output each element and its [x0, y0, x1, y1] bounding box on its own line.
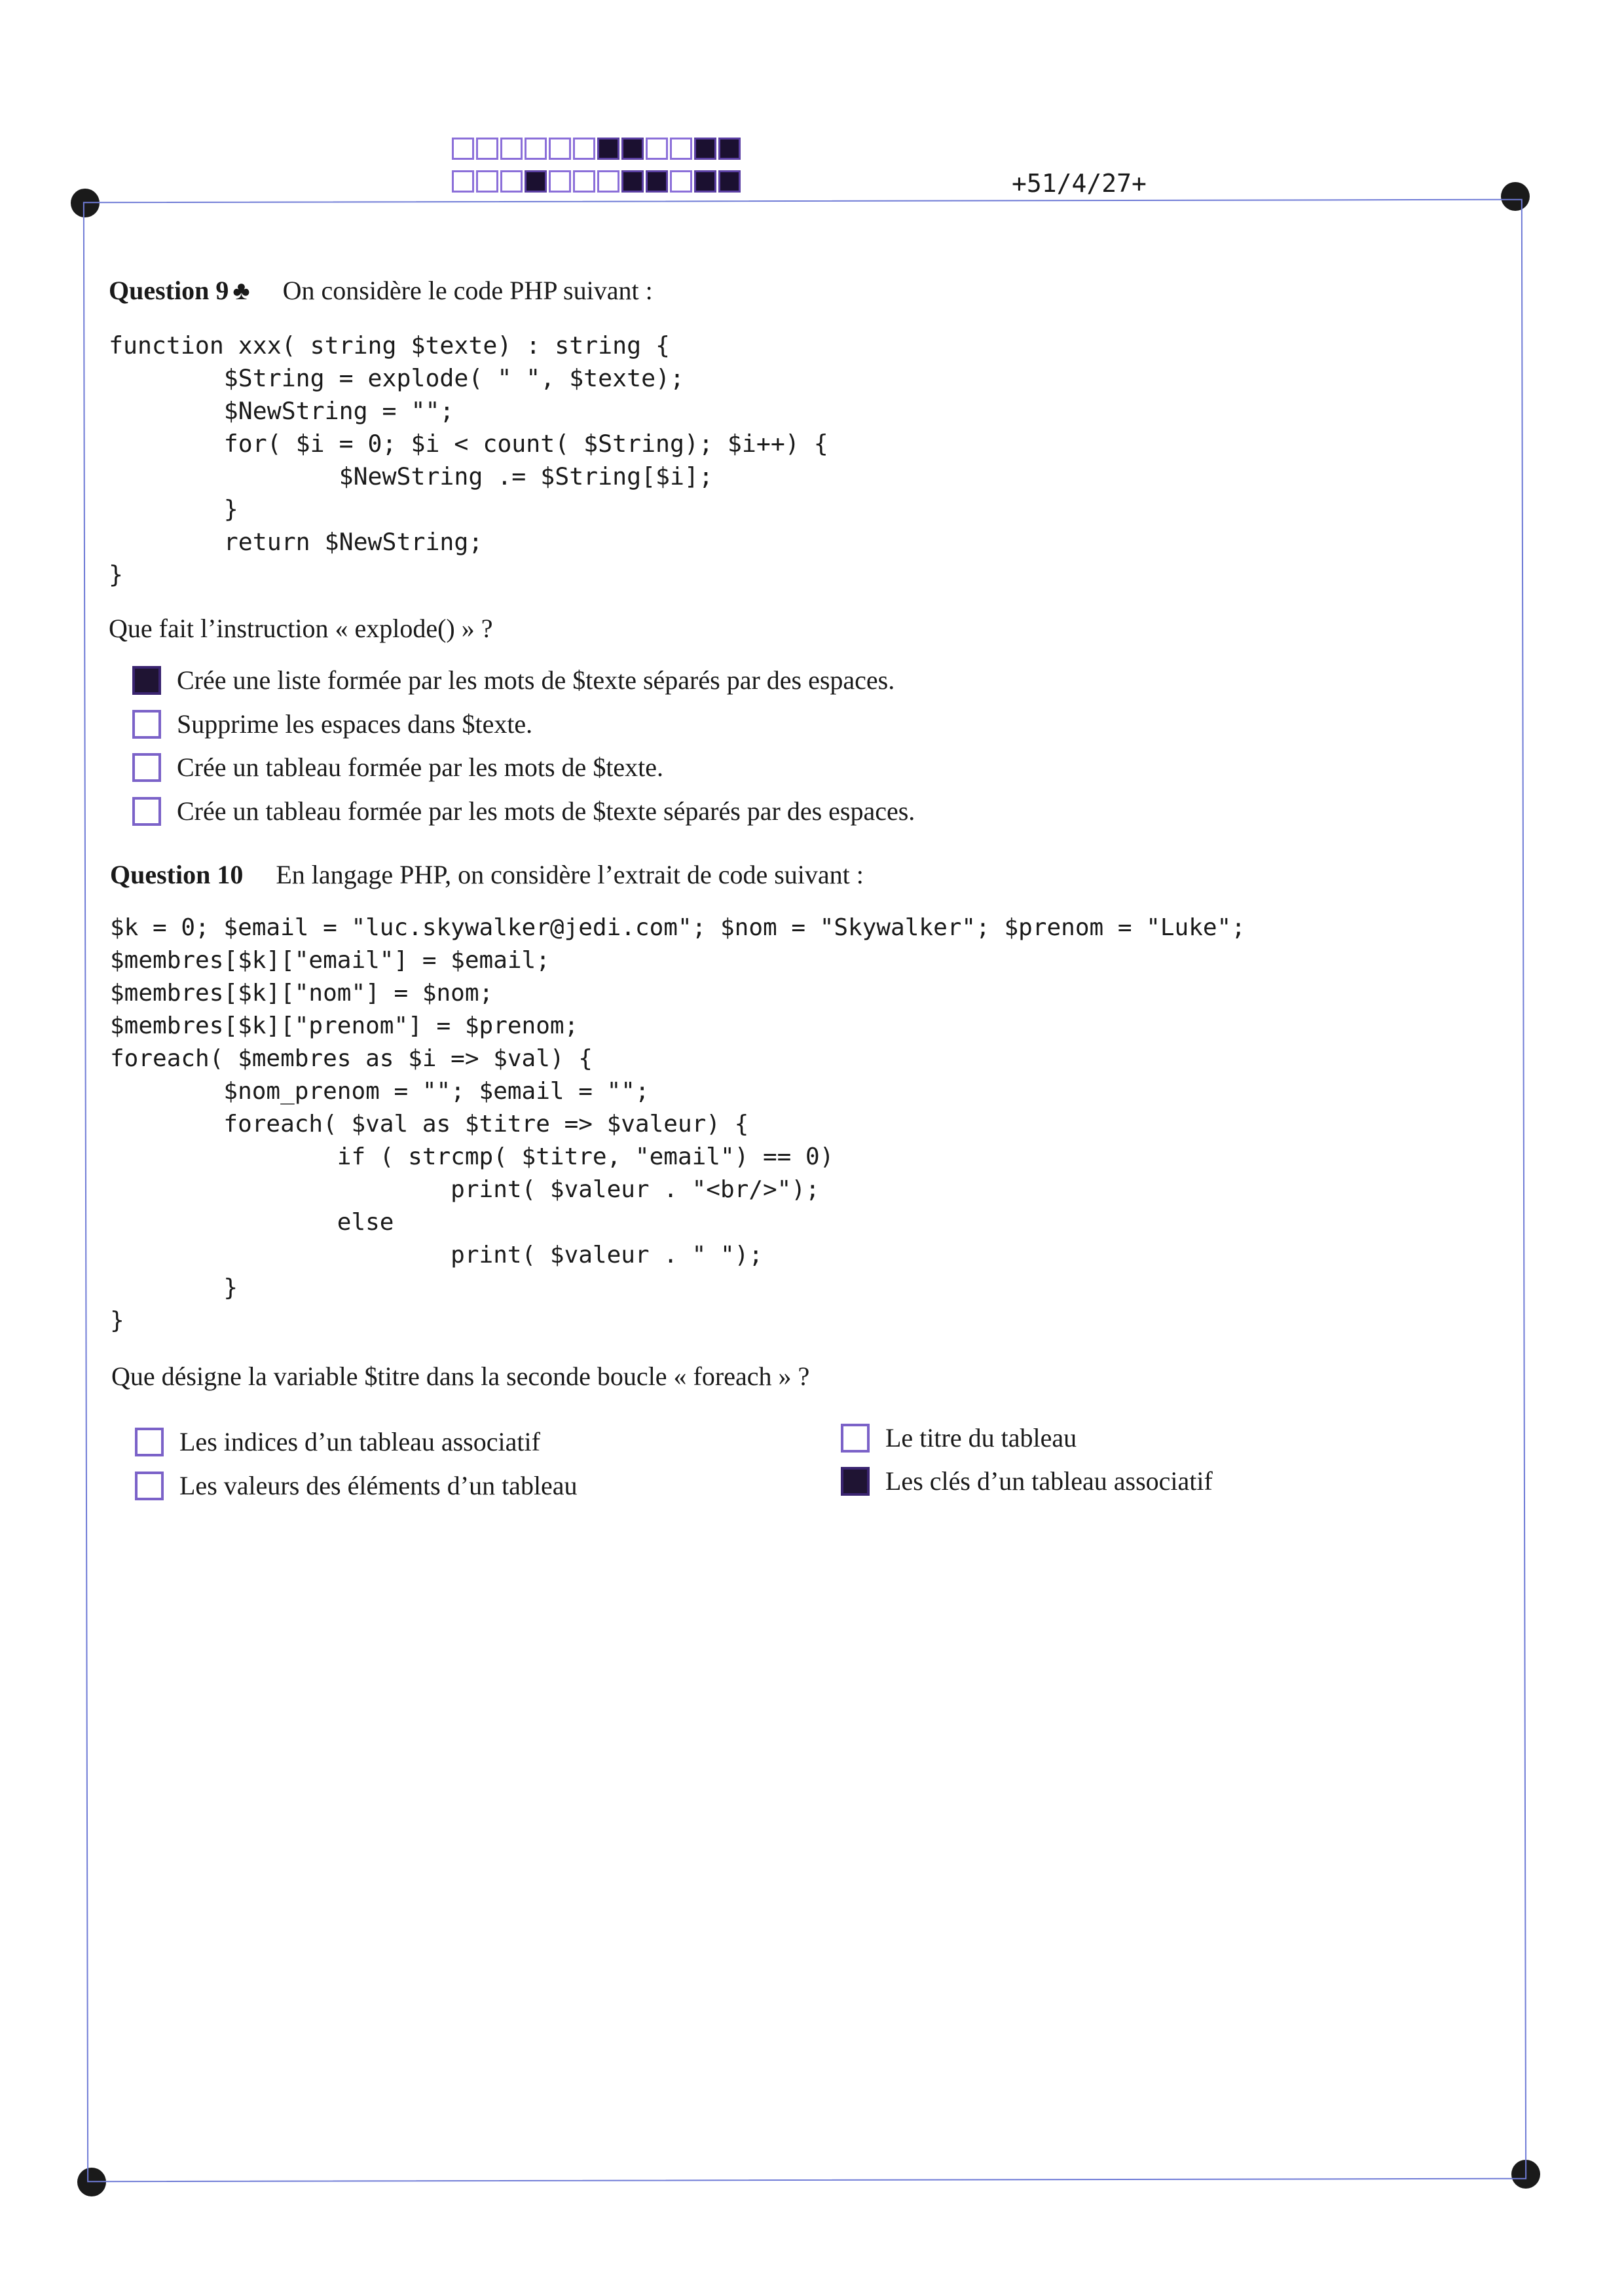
id-code-cell	[500, 170, 523, 193]
id-code-cell	[452, 138, 474, 160]
answer-label: Crée une liste formée par les mots de $texte séparés par des espaces.	[177, 665, 895, 695]
question-10-answer-4[interactable]	[841, 1466, 1213, 1496]
id-code-cell	[694, 170, 716, 193]
checkbox[interactable]	[132, 753, 161, 782]
club-icon: ♣	[232, 276, 250, 305]
question-9-answer-4[interactable]	[132, 796, 915, 826]
id-code-cell	[694, 138, 716, 160]
id-code-row-2	[452, 170, 743, 193]
id-code-cell	[549, 170, 571, 193]
question-10-number: Question 10	[110, 860, 244, 889]
id-code-cell	[621, 170, 644, 193]
id-code-cell	[597, 170, 619, 193]
id-code-cell	[646, 170, 668, 193]
answer-label: Les valeurs des éléments d’un tableau	[179, 1471, 578, 1500]
answer-label: Crée un tableau formée par les mots de $texte.	[177, 752, 664, 782]
checkbox[interactable]	[132, 797, 161, 826]
checkbox[interactable]	[132, 710, 161, 739]
id-code-cell	[525, 138, 547, 160]
question-10-header	[110, 859, 864, 890]
question-9-answer-3[interactable]	[132, 752, 663, 783]
question-10-code: $k = 0; $email = "luc.skywalker@jedi.com"; $nom = "Skywalker"; $prenom = "Luke"; $membres[$k]["email"] = $email; $membres[$k]["nom"] = $nom; $membres[$k]["prenom"] = $prenom; foreach( $membres as $i => $val) { $nom_prenom = ""; $email = ""; foreach( $val as $titre => $valeur) { if ( strcmp( $titre, "email") == 0) print( $valeur . "<br/>"); else print( $valeur . " "); } }	[110, 914, 1246, 1334]
id-code-cell	[718, 170, 741, 193]
id-code-cell	[621, 138, 644, 160]
answer-label: Le titre du tableau	[885, 1423, 1077, 1453]
id-code-cell	[452, 170, 474, 193]
id-code-cell	[718, 138, 741, 160]
question-10-intro: En langage PHP, on considère l’extrait de code suivant :	[276, 860, 864, 889]
question-9-prompt: Que fait l’instruction « explode() » ?	[109, 614, 493, 643]
id-code-cell	[476, 138, 498, 160]
page-id: +51/4/27+	[1012, 169, 1147, 198]
question-9-answer-1[interactable]	[132, 665, 895, 695]
checkbox[interactable]	[841, 1424, 870, 1453]
id-code-cell	[525, 170, 547, 193]
question-9-header	[109, 275, 653, 306]
checkbox[interactable]	[841, 1467, 870, 1496]
id-code-cell	[500, 138, 523, 160]
question-9-answer-2[interactable]	[132, 709, 532, 739]
question-10-prompt: Que désigne la variable $titre dans la seconde boucle « foreach » ?	[111, 1361, 810, 1391]
answer-label: Les clés d’un tableau associatif	[885, 1466, 1213, 1496]
id-code-cell	[573, 170, 595, 193]
answer-label: Les indices d’un tableau associatif	[179, 1427, 540, 1456]
checkbox[interactable]	[132, 666, 161, 695]
id-code-cell	[573, 138, 595, 160]
checkbox[interactable]	[135, 1472, 164, 1500]
id-code-row-1	[452, 138, 743, 160]
id-code-cell	[597, 138, 619, 160]
question-9-code: function xxx( string $texte) : string { $String = explode( " ", $texte); $NewString = ""; for( $i = 0; $i < count( $String); $i++) { $NewString .= $String[$i]; } return $NewString; }	[109, 331, 828, 589]
id-code-cell	[670, 170, 692, 193]
id-code-cell	[549, 138, 571, 160]
question-9-number: Question 9 ♣	[109, 276, 250, 305]
question-10-answer-2[interactable]	[135, 1470, 578, 1501]
answer-label: Supprime les espaces dans $texte.	[177, 709, 533, 739]
id-code-cell	[476, 170, 498, 193]
question-9-intro: On considère le code PHP suivant :	[282, 276, 653, 305]
question-10-answer-3[interactable]	[841, 1422, 1077, 1453]
checkbox[interactable]	[135, 1428, 164, 1456]
id-code-cell	[646, 138, 668, 160]
question-10-answer-1[interactable]	[135, 1426, 540, 1457]
id-code-cell	[670, 138, 692, 160]
answer-label: Crée un tableau formée par les mots de $texte séparés par des espaces.	[177, 796, 915, 826]
